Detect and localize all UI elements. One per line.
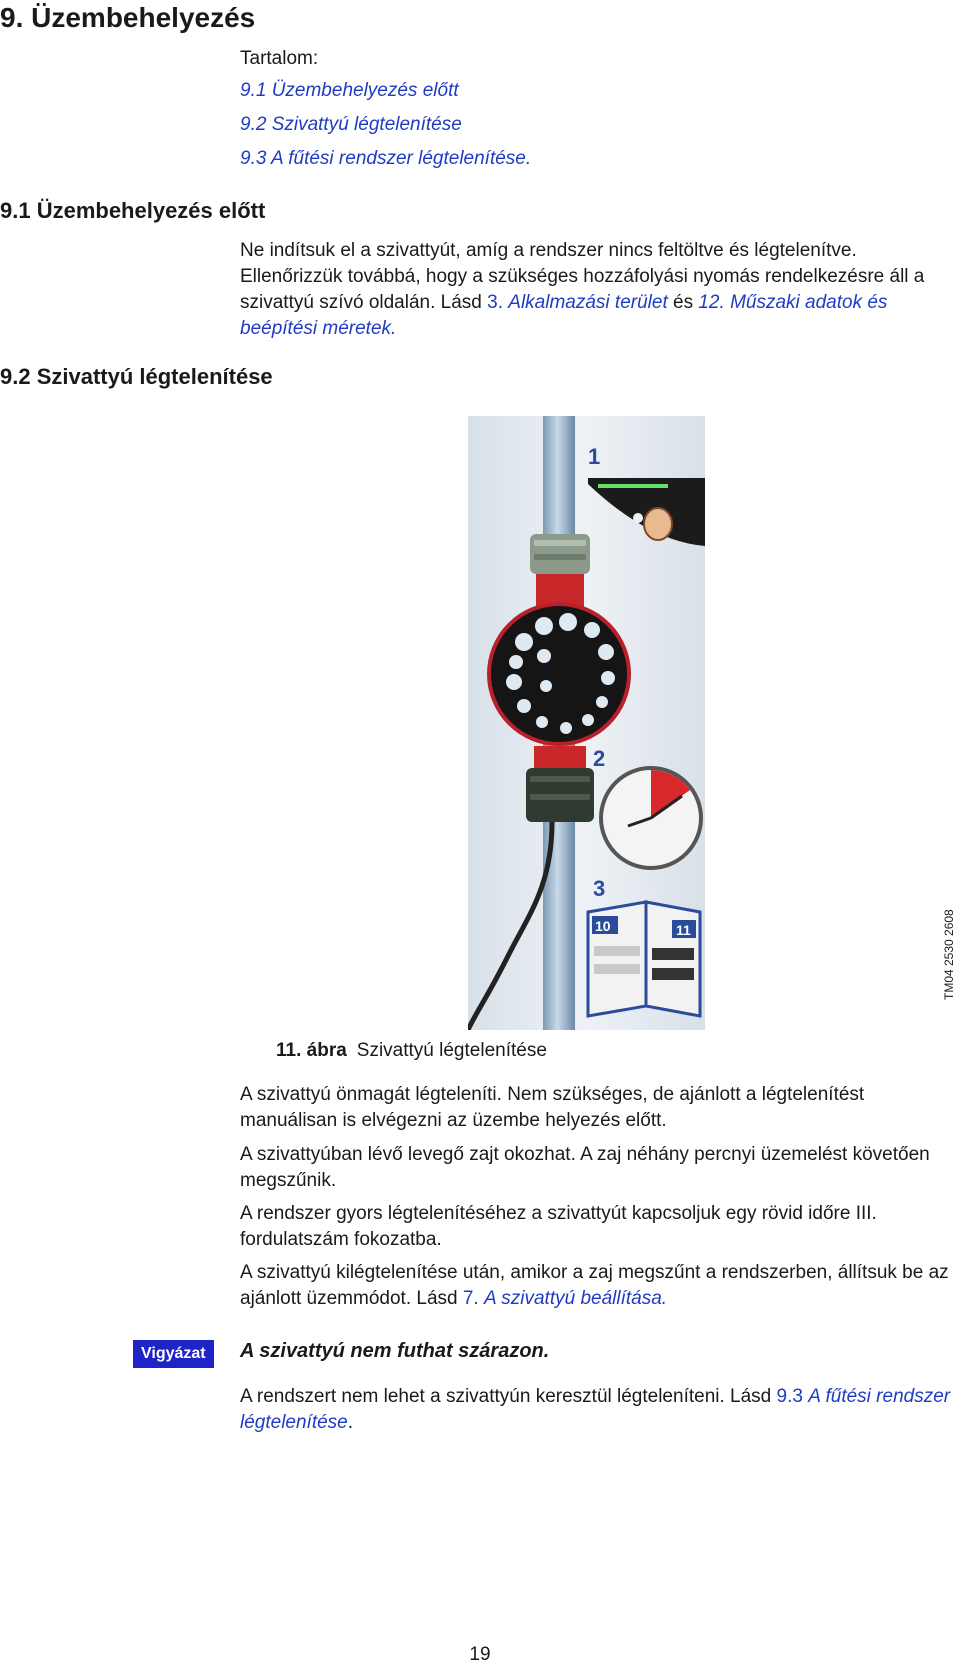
figure-code: TM04 2530 2608 (942, 909, 956, 1000)
paragraph-noise: A szivattyúban lévő levegő zajt okozhat. A zaj néhány percnyi üzemelést követően megszűnik. (240, 1144, 930, 1191)
paragraph-self-venting: A szivattyú önmagát légteleníti. Nem szükséges, de ajánlott a légtelenítést manuálisan is elvégezni az üzembe helyezés előtt. (240, 1084, 865, 1131)
ref-12-number[interactable]: 12. (698, 292, 725, 313)
heading-9-2: 9.2 Szivattyú légtelenítése (0, 364, 273, 389)
warning-text: A szivattyú nem futhat szárazon. (240, 1340, 550, 1362)
paragraph-system-venting: A rendszert nem lehet a szivattyún keresztül légteleníteni. Lásd 9.3 A fűtési rendszer légtelenítése. (240, 1386, 951, 1433)
ref-7-title[interactable]: A szivattyú beállítása (484, 1288, 662, 1309)
figure-caption (276, 1040, 547, 1062)
ref-12-title[interactable]: Műszaki adatok és beépítési méretek (240, 292, 888, 339)
heading-9-1: 9.1 Üzembehelyezés előtt (0, 198, 266, 223)
warning-badge: Vigyázat (133, 1340, 214, 1368)
paragraph-before-startup: Ne indítsuk el a szivattyút, amíg a rendszer nincs feltöltve és légtelenítve. Ellenőrizzük továbbá, hogy a szükséges hozzáfolyási nyomás rendelkezésre áll a szivattyú szívó oldalán. Lásd 3. Alkalmazási terület és 12. Műszaki adatok és beépítési méretek. (240, 240, 925, 339)
pump-venting-figure (468, 416, 705, 1030)
ref-9-3-number[interactable]: 9.3 (776, 1386, 803, 1407)
ref-7-number[interactable]: 7. (462, 1288, 479, 1309)
toc-link-9-3[interactable]: 9.3 A fűtési rendszer légtelenítése. (240, 148, 532, 169)
toc-link-9-1[interactable]: 9.1 Üzembehelyezés előtt (240, 80, 459, 101)
ref-3-title[interactable]: Alkalmazási terület (508, 292, 668, 313)
manual-page-10: 10 (595, 918, 611, 934)
manual-page-11: 11 (676, 922, 691, 938)
step-1-label: 1 (588, 444, 601, 469)
pump-illustration (468, 416, 705, 1030)
ref-9-3-title[interactable]: A fűtési rendszer légtelenítése (240, 1386, 951, 1433)
ref-3-number[interactable]: 3. (487, 292, 503, 313)
figure-title: Szivattyú légtelenítése (356, 1040, 547, 1061)
step-3-label: 3 (593, 876, 606, 901)
paragraph-recommended-mode: A szivattyú kilégtelenítése után, amikor a zaj megszűnt a rendszerben, állítsuk be az ajánlott üzemmódot. Lásd 7. A szivattyú beállítása. (240, 1262, 949, 1309)
section-title: 9. Üzembehelyezés (0, 2, 256, 33)
toc-link-9-2[interactable]: 9.2 Szivattyú légtelenítése (240, 114, 462, 135)
page-number: 19 (469, 1644, 491, 1665)
toc-label: Tartalom: (240, 48, 319, 69)
figure-number: 11. ábra (276, 1040, 347, 1061)
paragraph-speed-three: A rendszer gyors légtelenítéséhez a szivattyút kapcsoljuk egy rövid időre III. fordulatszám fokozatba. (240, 1203, 877, 1250)
step-2-label: 2 (593, 746, 606, 771)
